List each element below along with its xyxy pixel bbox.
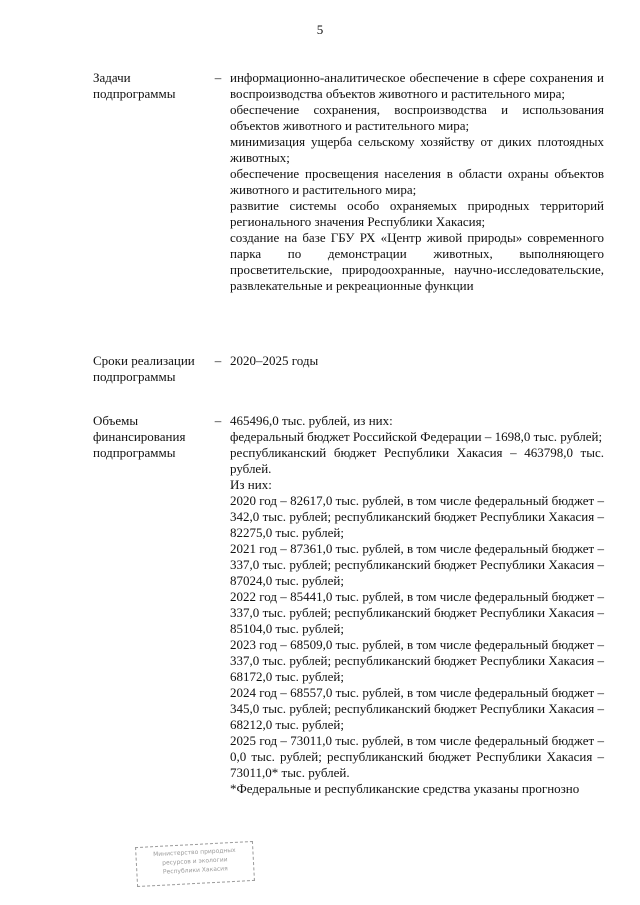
funding-year-2021: 2021 год – 87361,0 тыс. рублей, в том числе федеральный бюджет – 337,0 тыс. рублей; республиканский бюджет Республики Хакасия – 87024,0 тыс. рублей;: [230, 541, 604, 588]
list-item: создание на базе ГБУ РХ «Центр живой природы» современного парка по демонстрации животных, выполняющего просветительские, природоохранные, научно-исследовательские, развлекательные и рекреационные функции: [230, 230, 604, 293]
section-label: Объемы финансирования подпрограммы: [93, 413, 186, 460]
list-item: минимизация ущерба сельскому хозяйству от диких плотоядных животных;: [230, 134, 604, 165]
section-dash: –: [214, 413, 222, 428]
section-label: Сроки реализации подпрограммы: [93, 353, 195, 384]
registration-stamp: [135, 841, 255, 887]
stamp-line: ресурсов и экологии: [162, 856, 228, 867]
funding-footnote: *Федеральные и республиканские средства указаны прогнозно: [230, 781, 580, 796]
section-content: [230, 353, 604, 369]
list-item: обеспечение сохранения, воспроизводства и использования объектов животного и растительного мира;: [230, 102, 604, 133]
list-item: информационно-аналитическое обеспечение в сфере сохранения и воспроизводства объектов животного и растительного мира;: [230, 70, 604, 101]
list-item: 2020–2025 годы: [230, 353, 319, 368]
section-label: Задачи подпрограммы: [93, 70, 176, 101]
section-content: [230, 413, 604, 797]
funding-year-2025: 2025 год – 73011,0 тыс. рублей, в том числе федеральный бюджет – 0,0 тыс. рублей; республиканский бюджет Республики Хакасия – 73011,0* тыс. рублей.: [230, 733, 604, 780]
section-dash: –: [214, 70, 222, 85]
stamp-line: Республики Хакасия: [162, 865, 228, 876]
funding-breakdown-heading: Из них:: [230, 477, 272, 492]
funding-year-2022: 2022 год – 85441,0 тыс. рублей, в том числе федеральный бюджет – 337,0 тыс. рублей; республиканский бюджет Республики Хакасия – 85104,0 тыс. рублей;: [230, 589, 604, 636]
funding-federal: федеральный бюджет Российской Федерации – 1698,0 тыс. рублей;: [230, 429, 603, 444]
list-item: обеспечение просвещения населения в области охраны объектов животного и растительного мира;: [230, 166, 604, 197]
stamp-line: Министерство природных: [152, 846, 236, 859]
section-content: [230, 70, 604, 294]
funding-year-2020: 2020 год – 82617,0 тыс. рублей, в том числе федеральный бюджет – 342,0 тыс. рублей; республиканский бюджет Республики Хакасия – 82275,0 тыс. рублей;: [230, 493, 604, 540]
funding-year-2023: 2023 год – 68509,0 тыс. рублей, в том числе федеральный бюджет – 337,0 тыс. рублей; республиканский бюджет Республики Хакасия – 68172,0 тыс. рублей;: [230, 637, 604, 684]
list-item: развитие системы особо охраняемых природных территорий регионального значения Республики Хакасия;: [230, 198, 604, 229]
page-number: 5: [316, 22, 324, 37]
section-dash: –: [214, 353, 222, 368]
funding-total: 465496,0 тыс. рублей, из них:: [230, 413, 393, 428]
funding-regional: республиканский бюджет Республики Хакасия – 463798,0 тыс. рублей.: [230, 445, 604, 476]
funding-year-2024: 2024 год – 68557,0 тыс. рублей, в том числе федеральный бюджет – 345,0 тыс. рублей; республиканский бюджет Республики Хакасия – 68212,0 тыс. рублей;: [230, 685, 604, 732]
